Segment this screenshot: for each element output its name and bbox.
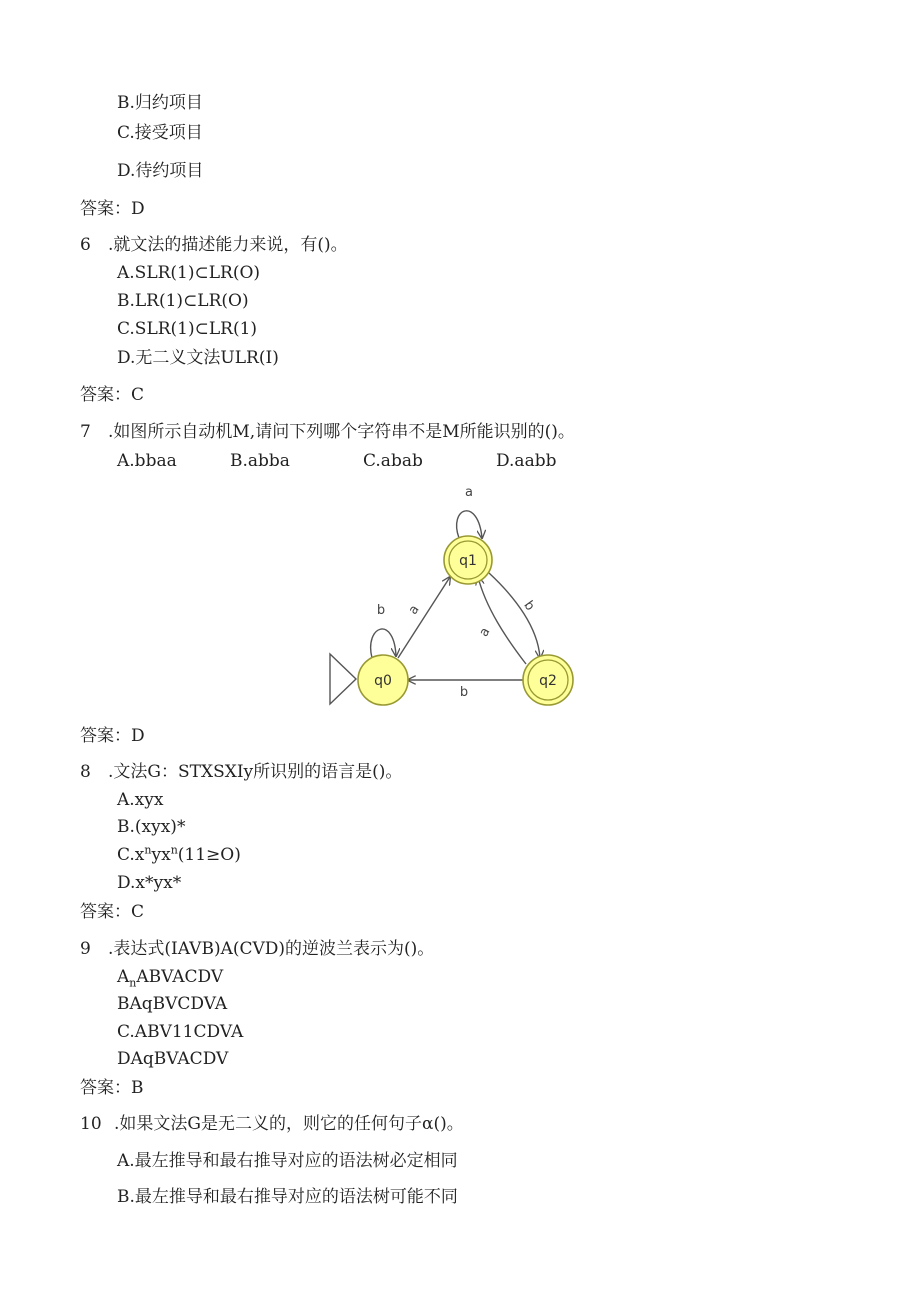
question-number: 8	[80, 762, 91, 782]
q0-loop-edge	[371, 629, 396, 658]
q8-option-c-text: yx	[151, 845, 171, 865]
question-number: 6	[80, 235, 91, 255]
q6-answer: 答案：C	[80, 385, 145, 405]
q7-option-d: D.aabb	[496, 451, 557, 471]
label-q2-q0: b	[459, 685, 469, 700]
edge-q0-q1	[398, 577, 450, 658]
start-state-arrow	[330, 654, 356, 704]
q7-option-a: A.bbaa	[117, 451, 177, 471]
question-6	[80, 234, 348, 256]
q7-options	[117, 450, 556, 472]
q7-answer: 答案：D	[80, 726, 145, 746]
question-number: 7	[80, 422, 91, 442]
q10-option-b: B.最左推导和最右推导对应的语法树可能不同	[117, 1187, 458, 1207]
q8-option-c-superscript: n	[170, 843, 178, 857]
q8-option-d: D.x*yx*	[117, 873, 182, 893]
q9-option-a-text: ABVACDV	[136, 967, 224, 987]
q8-option-c	[117, 844, 241, 866]
label-q0-q1: a	[405, 602, 423, 618]
automaton-diagram	[326, 478, 582, 708]
q8-option-c-superscript: n	[144, 843, 152, 857]
question-stem: .就文法的描述能力来说，有()。	[108, 235, 348, 255]
q8-answer: 答案：C	[80, 902, 145, 922]
q8-option-c-text: C.x	[117, 845, 145, 865]
q6-option-d: D.无二义文法ULR(I)	[117, 348, 279, 368]
q9-option-a-subscript: n	[129, 976, 137, 990]
q8-option-c-text: (11≥O)	[177, 845, 241, 865]
q9-option-a	[117, 966, 223, 988]
q9-option-b: BAqBVCDVA	[117, 994, 228, 1014]
q9-option-c: C.ABV11CDVA	[117, 1022, 244, 1042]
prev-answer: 答案：D	[80, 199, 145, 219]
question-8	[80, 761, 402, 783]
state-label-q2: q2	[539, 673, 557, 689]
q9-answer: 答案：B	[80, 1078, 144, 1098]
prev-option-b: B.归约项目	[117, 93, 203, 113]
edge-q2-q1	[478, 577, 526, 664]
q10-option-a: A.最左推导和最右推导对应的语法树必定相同	[117, 1151, 458, 1171]
q6-option-c: C.SLR(1)⊂LR(1)	[117, 319, 258, 339]
question-stem: .如果文法G是无二义的，则它的任何句子α()。	[114, 1114, 464, 1134]
question-stem: .文法G：STXSXIy所识别的语言是()。	[108, 762, 403, 782]
question-number: 10	[80, 1114, 102, 1134]
q1-loop-edge	[457, 511, 482, 538]
q7-option-c: C.abab	[363, 451, 423, 471]
question-7	[80, 421, 575, 443]
edge-q1-q2	[489, 573, 540, 658]
label-q1-loop: a	[465, 485, 473, 500]
q9-option-a-text: A	[117, 967, 130, 987]
question-number: 9	[80, 939, 91, 959]
q9-option-d: DAqBVACDV	[117, 1049, 229, 1069]
state-label-q0: q0	[374, 673, 392, 689]
q8-option-a: A.xyx	[117, 790, 164, 810]
prev-option-d: D.待约项目	[117, 161, 204, 181]
question-10	[80, 1113, 464, 1135]
question-stem: .如图所示自动机M,请问下列哪个字符串不是M所能识别的()。	[108, 422, 575, 442]
question-stem: .表达式(IAVB)A(CVD)的逆波兰表示为()。	[108, 939, 435, 959]
q7-option-b: B.abba	[230, 451, 290, 471]
q6-option-b: B.LR(1)⊂LR(O)	[117, 291, 249, 311]
label-q0-loop: b	[376, 603, 386, 618]
state-label-q1: q1	[459, 553, 477, 569]
q8-option-b: B.(xyx)*	[117, 817, 186, 837]
question-9	[80, 938, 434, 960]
q6-option-a: A.SLR(1)⊂LR(O)	[117, 263, 261, 283]
label-q2-q1: a	[476, 625, 494, 640]
prev-option-c: C.接受项目	[117, 123, 203, 143]
label-q1-q2: b	[520, 598, 538, 614]
